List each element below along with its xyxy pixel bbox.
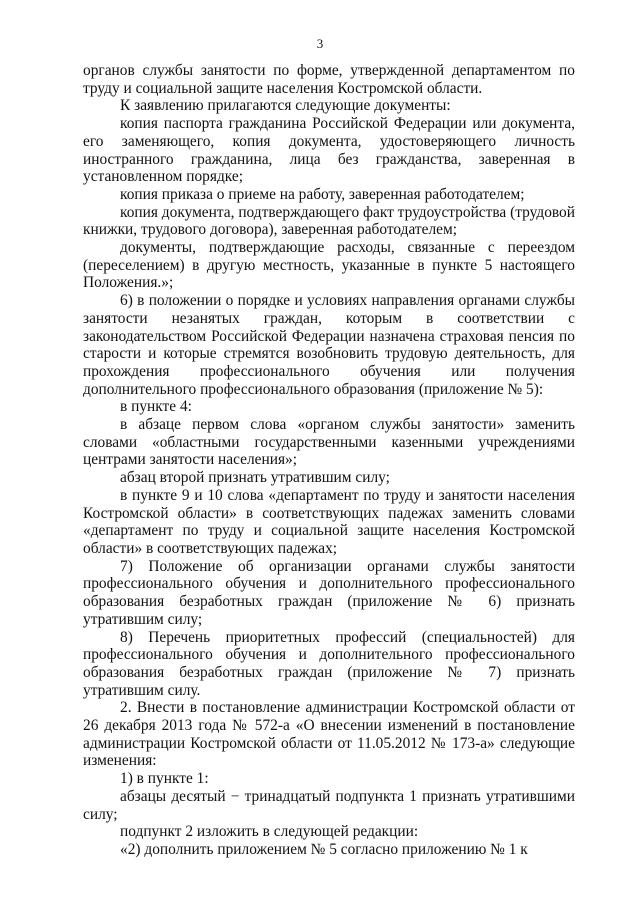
paragraph: документы, подтверждающие расходы, связанные с переездом (переселением) в другую местность, указанные в пункте 5 настоящего Положения.»; (83, 239, 575, 292)
paragraph: 6) в положении о порядке и условиях направления органами службы занятости незанятых граждан, которым в соответствии с законодательством Российской Федерации назначена страховая пенсия по старости и которые стремятся возобновить трудовую деятельность, для прохождения профессионального обучения или получения дополнительного профессионального образования (приложение № 5): (83, 292, 575, 398)
paragraph: 1) в пункте 1: (120, 770, 209, 788)
paragraph: подпункт 2 изложить в следующей редакции: (120, 823, 419, 841)
paragraph: 8) Перечень приоритетных профессий (специальностей) для профессионального обучения и дополнительного профессионального образования безработных граждан (приложение № 7) признать утратившим силу. (83, 628, 575, 699)
paragraph: «2) дополнить приложением № 5 согласно приложению № 1 к (120, 840, 528, 858)
paragraph: органов службы занятости по форме, утвержденной департаментом по труду и социальной защите населения Костромской области. (83, 62, 575, 97)
page-number: 3 (316, 36, 324, 51)
paragraph: абзацы десятый − тринадцатый подпункта 1 признать утратившими силу; (83, 787, 575, 823)
paragraph: в пункте 9 и 10 слова «департамент по труду и занятости населения Костромской области» в соответствующих падежах заменить словами «департамент по труду и социальной защите населения Костромской области» в соответствующих падежах; (83, 486, 575, 557)
paragraph: К заявлению прилагаются следующие документы: (120, 97, 451, 115)
paragraph: копия документа, подтверждающего факт трудоустройства (трудовой книжки, трудового договора), заверенная работодателем; (83, 203, 575, 239)
paragraph: в пункте 4: (120, 398, 192, 416)
paragraph: в абзаце первом слова «органом службы занятости» заменить словами «областными государственными казенными учреждениями центрами занятости населения»; (83, 416, 575, 469)
paragraph: копия приказа о приеме на работу, заверенная работодателем; (120, 185, 525, 203)
paragraph: копия паспорта гражданина Российской Федерации или документа, его заменяющего, копия документа, удостоверяющего личность иностранного гражданина, лица без гражданства, заверенная в установленном порядке; (83, 115, 575, 186)
paragraph: абзац второй признать утратившим силу; (120, 469, 390, 487)
paragraph: 2. Внести в постановление администрации Костромской области от 26 декабря 2013 года № 572-а «О внесении изменений в постановление администрации Костромской области от 11.05.2012 № 173-а» следующие изменения: (83, 699, 575, 770)
document-body (83, 62, 575, 859)
paragraph: 7) Положение об организации органами службы занятости профессионального обучения и дополнительного профессионального образования безработных граждан (приложение № 6) признать утратившим силу; (83, 557, 575, 628)
